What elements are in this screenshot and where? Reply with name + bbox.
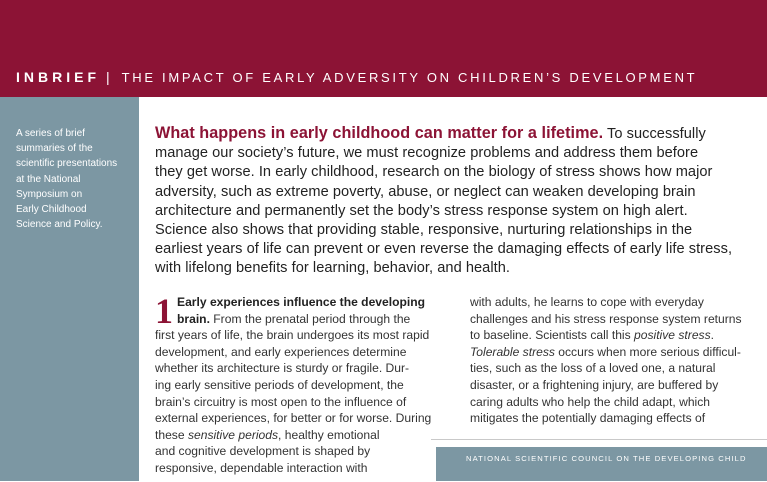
header-banner: [0, 0, 767, 97]
body-line: ing early sensitive periods of development, the: [155, 377, 404, 392]
sidebar-line: summaries of the: [16, 143, 93, 155]
italic-term: sensitive periods: [187, 427, 279, 442]
intro-line: architecture and permanently set the body’s stress response system on high alert.: [155, 202, 688, 219]
body-line: mitigates the potentially damaging effects of: [470, 411, 706, 426]
section-heading: Early experiences influence the developing: [177, 295, 426, 309]
body-line: development, and early experiences determine: [155, 344, 407, 359]
title-separator: |: [106, 69, 114, 85]
body-line: external experiences, for better or for worse. During: [155, 411, 432, 426]
body-line: with adults, he learns to cope with everyday: [470, 295, 704, 309]
intro-line: [155, 124, 767, 144]
body-line: [155, 311, 453, 328]
body-line: whether its architecture is sturdy or fragile. Dur-: [155, 361, 410, 376]
sidebar-line: A series of brief: [16, 128, 85, 139]
section-heading-end: brain.: [177, 311, 210, 326]
body-text: occurs when more serious difficul-: [554, 344, 741, 359]
intro-paragraph: [155, 124, 767, 279]
body-column-right: [470, 294, 767, 427]
body-text: .: [710, 328, 715, 343]
body-line: [155, 427, 453, 444]
body-line: disaster, or a frightening injury, are buffered by: [470, 377, 719, 392]
intro-lead-rest: To successfully: [603, 126, 706, 142]
body-text: to baseline. Scientists call this: [470, 328, 635, 343]
body-line: first years of life, the brain undergoes its most rapid: [155, 328, 430, 343]
brand-name: INBRIEF: [16, 69, 100, 85]
body-line: caring adults who help the child adapt, which: [470, 394, 711, 409]
body-text: these: [155, 427, 188, 442]
sidebar-line: Science and Policy.: [16, 219, 103, 231]
footer-organization: NATIONAL SCIENTIFIC COUNCIL ON THE DEVELOPING CHILD: [466, 454, 747, 463]
body-line: [470, 327, 767, 344]
body-line: challenges and his stress response system returns: [470, 311, 742, 326]
series-title: [16, 69, 697, 85]
body-column-left: [155, 291, 453, 477]
sidebar-line: Early Childhood: [16, 204, 87, 216]
body-line: ties, such as the loss of a loved one, a natural: [470, 361, 716, 376]
document-title: THE IMPACT OF EARLY ADVERSITY ON CHILDREN’S DEVELOPMENT: [121, 70, 698, 85]
body-line: [470, 344, 767, 361]
footer-bar: [436, 447, 767, 481]
intro-line: adversity, such as extreme poverty, abuse, or neglect can weaken developing brain: [155, 183, 696, 200]
body-text: , healthy emotional: [278, 427, 380, 442]
sidebar-line: Symposium on: [16, 188, 83, 200]
intro-line: with lifelong benefits for learning, behavior, and health.: [155, 260, 511, 277]
intro-line: earliest years of life can prevent or even reverse the damaging effects of early life stress,: [155, 241, 733, 258]
italic-term: Tolerable stress: [470, 344, 555, 359]
intro-line: manage our society’s future, we must recognize problems and address them before: [155, 145, 699, 162]
sidebar-description: [16, 126, 134, 232]
body-line: brain’s circuitry is most open to the influence of: [155, 394, 407, 409]
section-number: 1: [155, 291, 173, 331]
intro-line: Science also shows that providing stable, responsive, nurturing relationships in the: [155, 222, 693, 239]
sidebar-line: at the National: [16, 173, 81, 185]
intro-lead: What happens in early childhood can matter for a lifetime.: [155, 124, 604, 142]
body-line-rest: From the prenatal period through the: [209, 311, 411, 326]
body-line: responsive, dependable interaction with: [155, 460, 368, 475]
intro-line: they get worse. In early childhood, research on the biology of stress shows how major: [155, 164, 713, 181]
italic-term: positive stress: [634, 328, 711, 343]
body-line: and cognitive development is shaped by: [155, 444, 371, 459]
sidebar-line: scientific presentations: [16, 158, 118, 170]
